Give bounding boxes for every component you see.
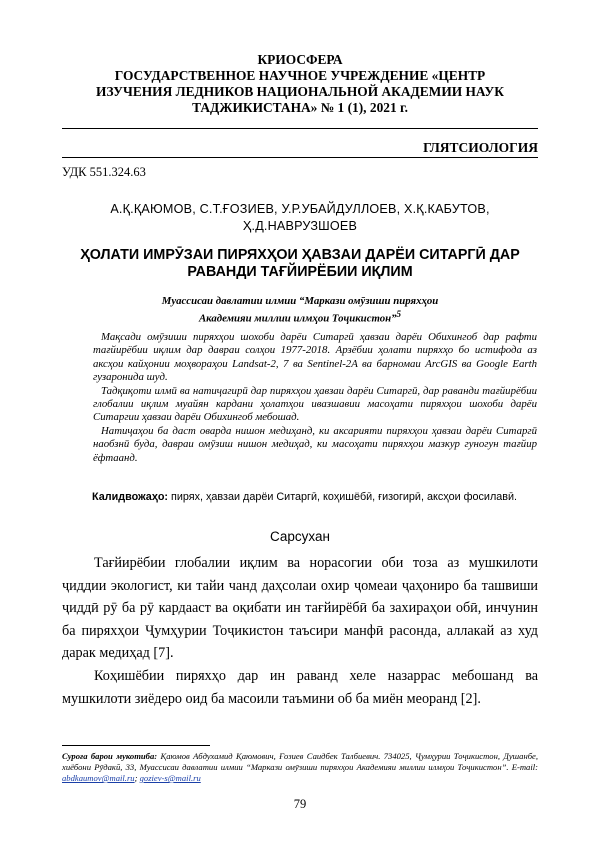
affiliation (62, 295, 538, 326)
section-divider (62, 157, 538, 158)
affiliation-line-2 (62, 308, 538, 326)
article-title (62, 247, 538, 281)
authors (62, 201, 538, 235)
abstract-paragraph-1: Мақсади омӯзиши пиряхҳои шохоби дарёи Ситаргӣ ҳавзаи дарёи Обихингоб дар рафти тағйирёбии иқлим дар давраи солҳои 1977-2018. Арзёбии ҳолати пиряхҳо бо истифода аз аксҳои кайҳонии моҳвораҳои Landsat-2, 7 ва Sentinel-2A ва барномаи ArcGIS ва Google Earth гузаронида шуд. (93, 331, 537, 384)
title-line-1: ҲОЛАТИ ИМРӮЗАИ ПИРЯХҲОИ ҲАВЗАИ ДАРЁИ СИТАРГӢ ДАР (80, 247, 520, 263)
header-line-4: ТАДЖИКИСТАНА» № 1 (1), 2021 г. (192, 100, 408, 115)
intro-heading: Сарсухан (270, 529, 330, 544)
affiliation-line-2-text: Академияи миллии илмҳои Тоҷикистон” (198, 312, 397, 325)
header-line-2: ГОСУДАРСТВЕННОЕ НАУЧНОЕ УЧРЕЖДЕНИЕ «ЦЕНТР (114, 68, 486, 83)
footnote-separator: ; (134, 773, 140, 783)
body-paragraph-1: Тағйирёбии глобалии иқлим ва норасогии оби тоза аз мушкилоти ҷиддии экологист, ки тайи чанд даҳсолаи охир ҷомеаи ҷаҳониро ба ташвиши ҷиддӣ рӯ ба рӯ кардааст ва оқибати ин тағйирёбӣ ба захираҳои обӣ, инчунин ба пиряхҳои Ҷумҳурии Тоҷикистон таъсири манфӣ расонда, аллакай аз худ дарак медиҳад [7]. (62, 555, 538, 662)
body-paragraph-2: Коҳишёбии пиряхҳо дар ин раванд хеле назаррас мебошанд ва мушкилоти зиёдеро оид ба масоили таъмини об ба миён меоранд [2]. (62, 667, 538, 707)
affiliation-line-1: Муассисаи давлатии илмии “Маркази омӯзиши пиряхҳои (161, 295, 439, 307)
keywords-text: пирях, ҳавзаи дарёи Ситаргӣ, коҳишёбӣ, ғизогирӣ, аксҳои фосилавӣ. (168, 491, 518, 503)
journal-header (80, 52, 520, 116)
abstract-paragraph-2: Тадқиқоти илмӣ ва натиҷагирӣ дар пиряхҳои ҳавзаи дарёи Ситаргӣ, дар раванди тағйирёбии глобалии иқлим муайян кардани ҳолатҳои ивазшавии масоҳати пиряхҳои шохоби дарёи Ситаргии ҳавзаи дарёи Обихингоб мебошад. (93, 384, 537, 424)
title-line-2: РАВАНДИ ТАҒЙИРЁБИИ ИҚЛИМ (187, 264, 413, 280)
abstract-paragraph-3: Натиҷаҳои ба даст оварда нишон медиҳанд, ки аксарияти пиряхҳои ҳавзаи дарёи Ситаргӣ наобзнӣ буда, давраи омӯзиш нишон медиҳад, ки масоҳати пиряхҳои мазкур гуногун тағйир ёфтаанд. (93, 424, 537, 464)
page-number: 79 (293, 797, 307, 811)
body-text (62, 552, 538, 710)
keywords (92, 490, 538, 504)
footnote-label: Суроға барои мукотиба: (62, 751, 158, 761)
header-divider (62, 128, 538, 129)
udk-code: УДК 551.324.63 (62, 165, 146, 179)
header-line-1: КРИОСФЕРА (257, 52, 343, 67)
footnote (62, 751, 538, 784)
header-line-3: ИЗУЧЕНИЯ ЛЕДНИКОВ НАЦИОНАЛЬНОЙ АКАДЕМИИ НАУК (96, 84, 504, 99)
keywords-label: Калидвожаҳо: (92, 491, 169, 503)
section-label: ГЛЯТСИОЛОГИЯ (423, 140, 538, 155)
footnote-text: Қаюмов Абдухамид Қаюмович, Ғозиев Саидбек Талбиевич. 734025, Ҷумҳурии Тоҷикистон, Душанбе, хиёбони Рӯдакӣ, 33, Муассисаи давлатии илмии “Маркази омӯзиши пиряхҳои Академияи миллии илмҳои Тоҷикистон”. E-mail: (62, 751, 538, 772)
authors-line-2: Ҳ.Д.НАВРУЗШОЕВ (242, 219, 358, 233)
footnote-divider (62, 745, 210, 746)
affiliation-footnote-mark: 5 (396, 309, 402, 319)
email-link-1[interactable]: abdkaumov@mail.ru (62, 773, 135, 783)
email-link-2[interactable]: goziev-s@mail.ru (139, 773, 201, 783)
authors-line-1: А.Қ.ҚАЮМОВ, С.Т.ҒОЗИЕВ, У.Р.УБАЙДУЛЛОЕВ, Х.Қ.КАБУТОВ, (110, 202, 490, 216)
abstract (93, 331, 537, 465)
